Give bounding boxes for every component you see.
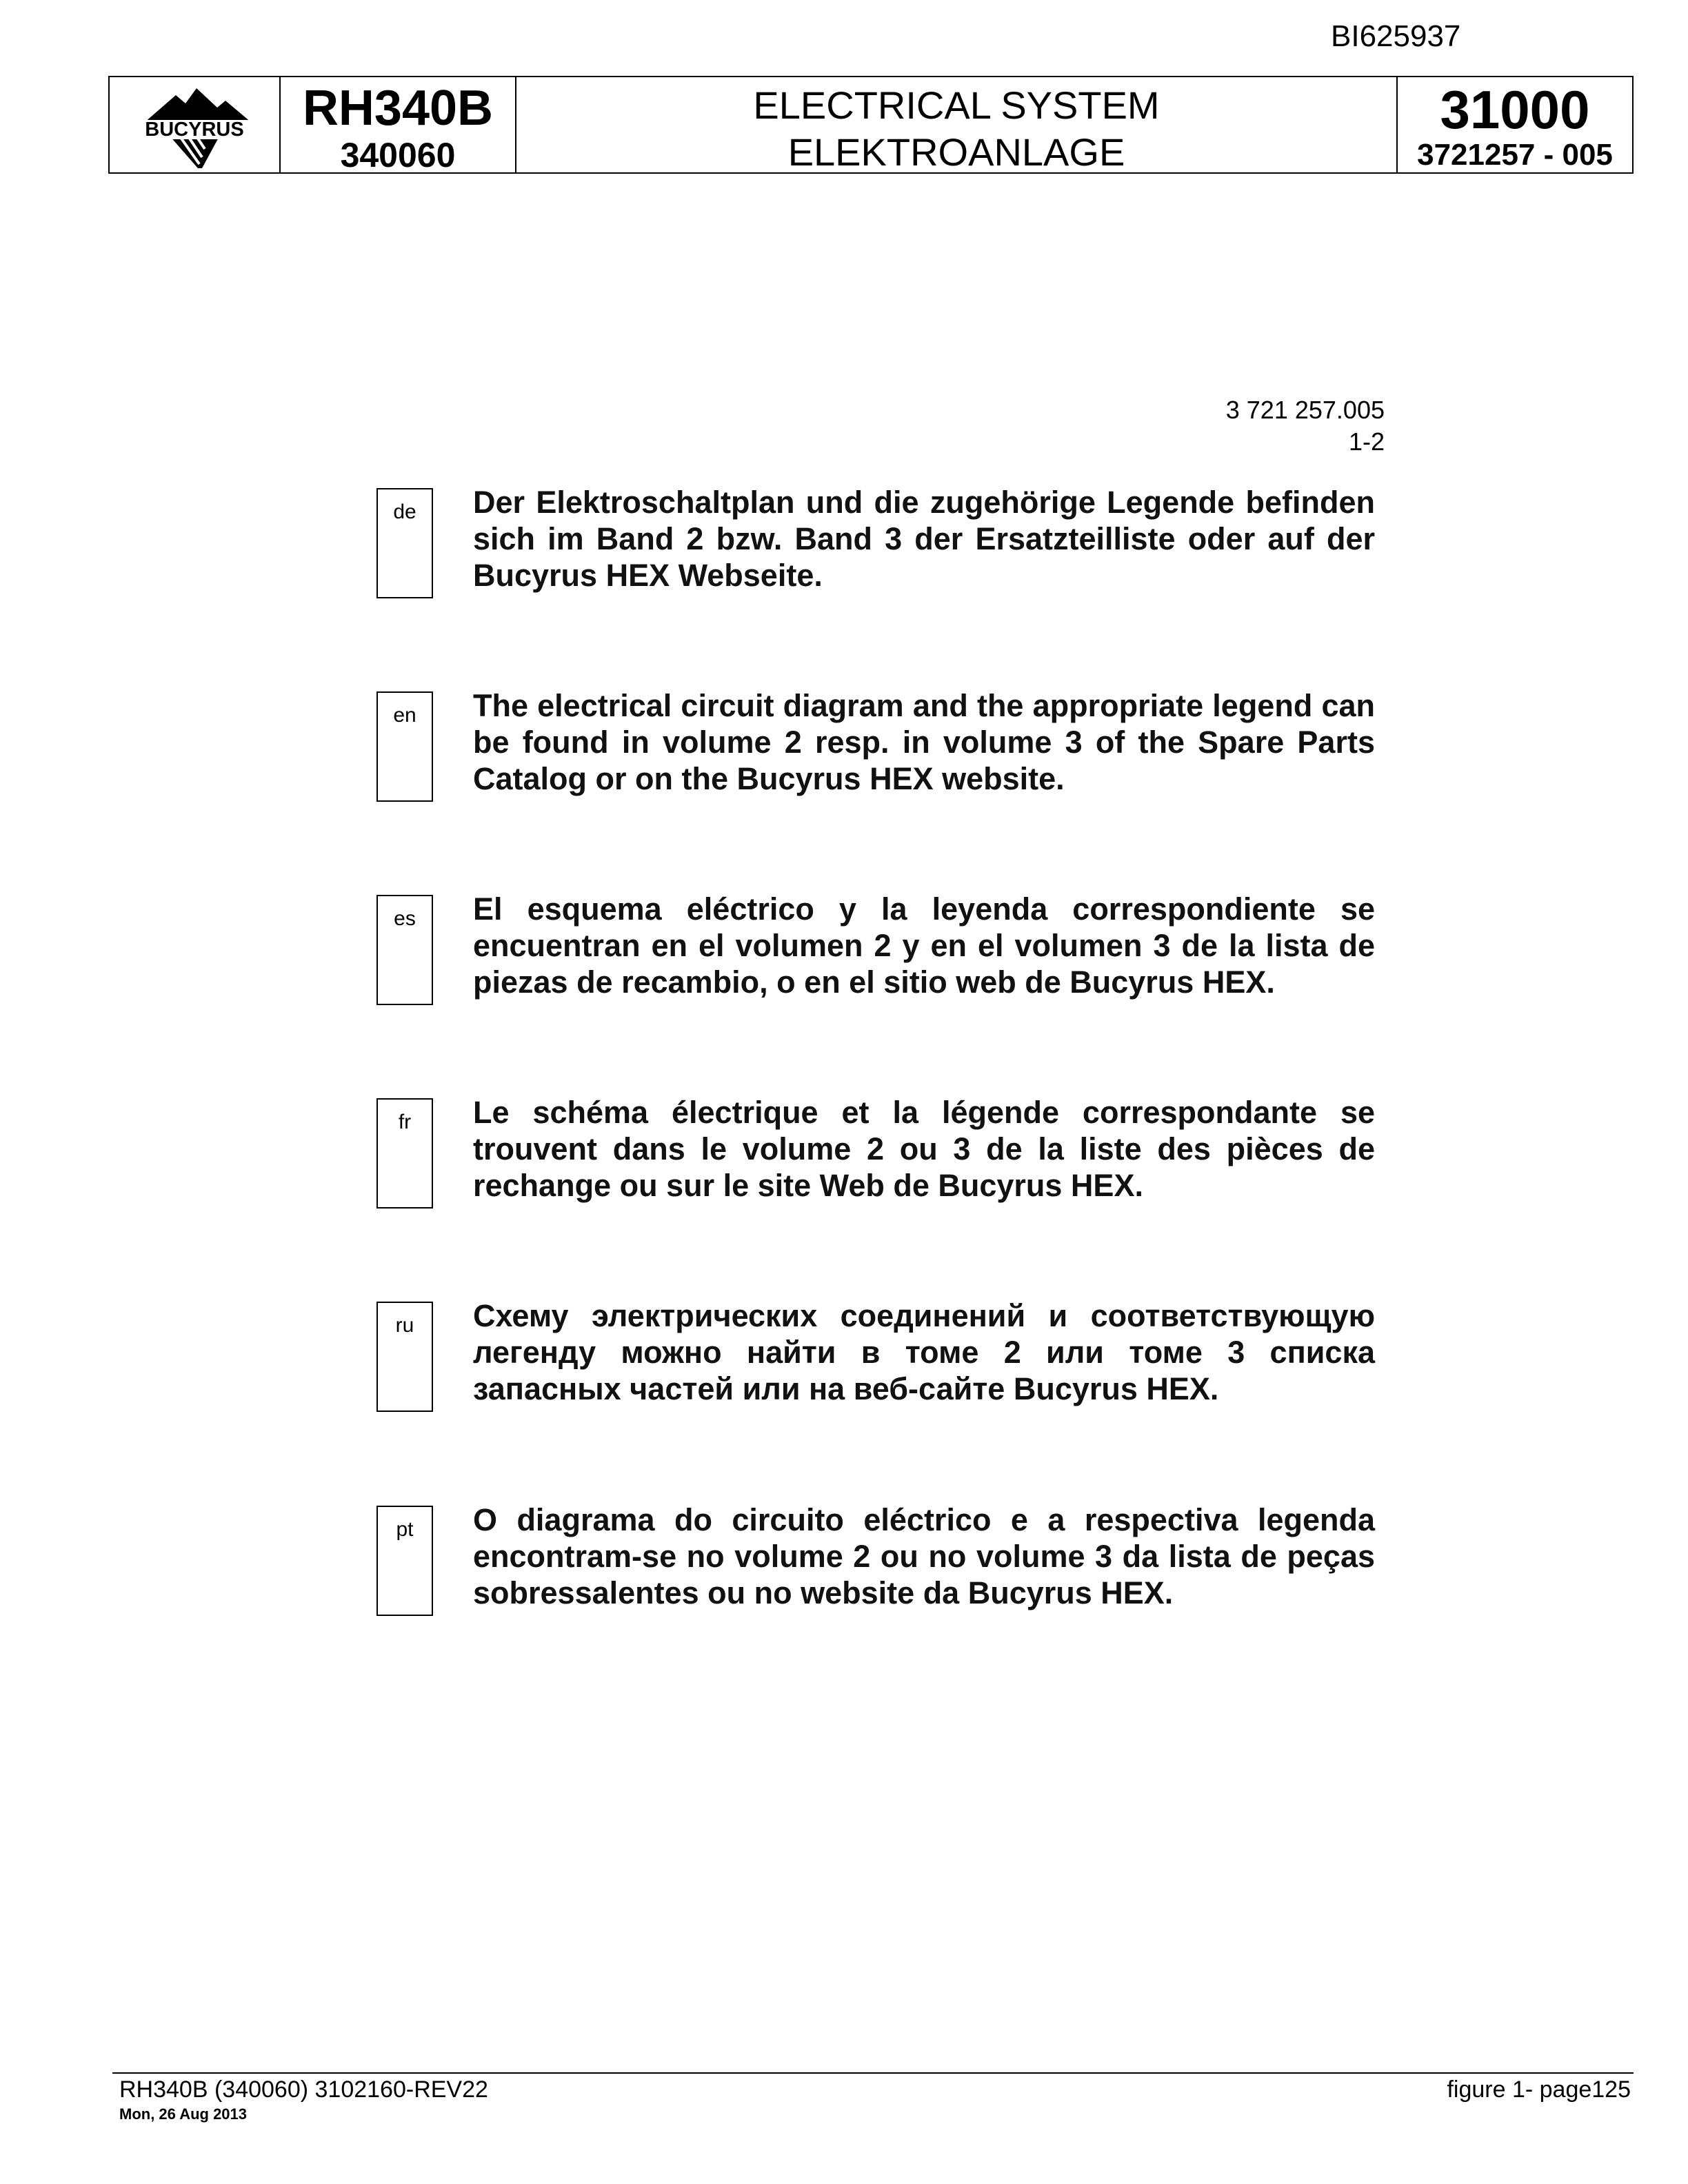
language-block-es <box>376 891 1375 1012</box>
language-code-box: ru <box>376 1302 433 1412</box>
section-cell <box>1398 77 1632 172</box>
language-code-box: de <box>376 488 433 598</box>
title-english: ELECTRICAL SYSTEM <box>753 83 1160 127</box>
section-number: 31000 <box>1440 79 1590 140</box>
title-block <box>108 76 1634 174</box>
footer-date: Mon, 26 Aug 2013 <box>119 2105 248 2123</box>
footer-divider <box>112 2072 1634 2074</box>
reference-number: 3 721 257.005 <box>1225 396 1385 424</box>
language-block-en <box>376 688 1375 809</box>
logo-cell <box>110 77 281 172</box>
language-code-box: fr <box>376 1098 433 1209</box>
serial-number: 340060 <box>340 136 456 174</box>
language-text: El esquema eléctrico y la leyenda correspondiente se encuentran en el volumen 2 y en el volumen 3 de la lista de piezas de recambio, o en el sitio web de Bucyrus HEX. <box>473 891 1375 1000</box>
language-text: Схему электрических соединений и соответствующую легенду можно найти в томе 2 или томе 3 списка запасных частей или на веб-сайте Bucyrus HEX. <box>473 1298 1375 1406</box>
footer-page-ref: figure 1- page125 <box>1447 2076 1631 2103</box>
model-name: RH340B <box>302 81 494 136</box>
language-text: O diagrama do circuito eléctrico e a respectiva legenda encontram-se no volume 2 ou no volume 3 da lista de peças sobressalentes ou no website da Bucyrus HEX. <box>473 1502 1375 1610</box>
language-text: Der Elektroschaltplan und die zugehörige Legende befinden sich im Band 2 bzw. Band 3 der Ersatzteilliste oder auf der Bucyrus HEX Webseite. <box>473 485 1375 593</box>
language-block-de <box>376 485 1375 605</box>
title-german: ELEKTROANLAGE <box>787 130 1125 174</box>
language-block-ru <box>376 1298 1375 1419</box>
language-text: Le schéma électrique et la légende correspondante se trouvent dans le volume 2 ou 3 de la liste des pièces de rechange ou sur le site Web de Bucyrus HEX. <box>473 1095 1375 1203</box>
language-code-box: en <box>376 691 433 802</box>
reference-page: 1-2 <box>1348 427 1385 456</box>
model-cell <box>281 77 516 172</box>
footer-document-ref: RH340B (340060) 3102160-REV22 <box>119 2076 488 2103</box>
language-code-box: pt <box>376 1506 433 1616</box>
language-block-pt <box>376 1502 1375 1623</box>
language-text: The electrical circuit diagram and the appropriate legend can be found in volume 2 resp. in volume 3 of the Spare Parts Catalog or on the Bucyrus HEX website. <box>473 688 1375 796</box>
language-code-box: es <box>376 895 433 1005</box>
title-cell <box>516 77 1398 172</box>
part-reference: 3721257 - 005 <box>1417 138 1613 172</box>
logo-text: BUCYRUS <box>145 119 244 141</box>
bucyrus-logo <box>117 80 272 170</box>
reference-block <box>1172 394 1385 458</box>
language-block-fr <box>376 1095 1375 1215</box>
document-id: BI625937 <box>1331 19 1461 53</box>
